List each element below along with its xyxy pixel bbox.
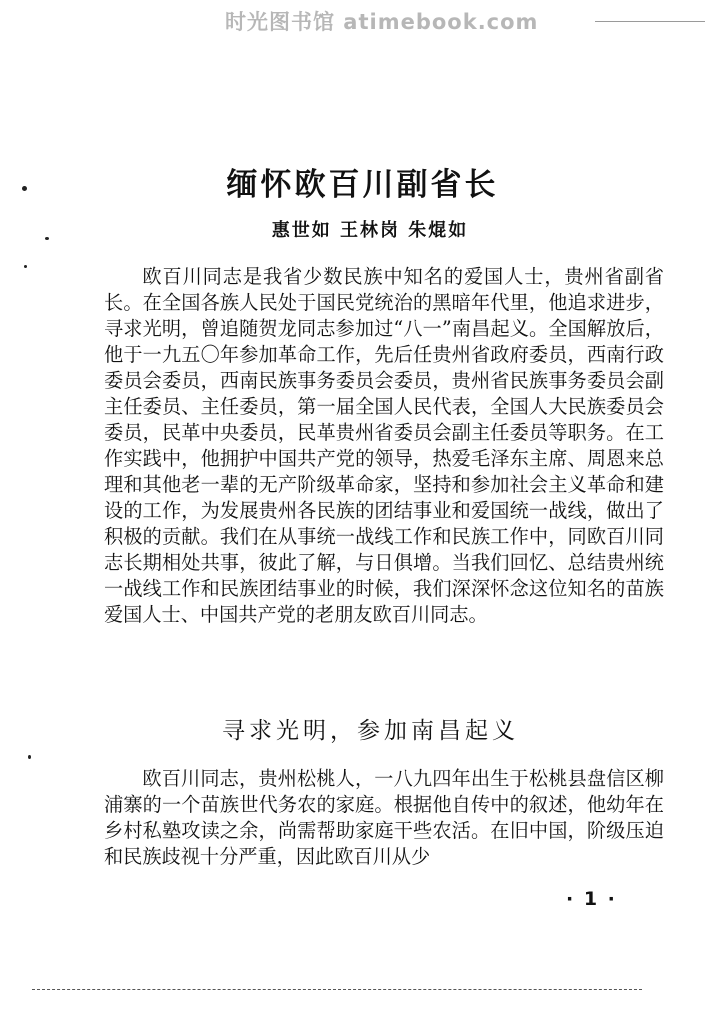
- scan-speck: [45, 237, 49, 240]
- scan-speck: [28, 755, 31, 759]
- page-title: 缅怀欧百川副省长: [226, 167, 499, 203]
- author-line: 惠世如 王林岗 朱焜如: [271, 220, 469, 241]
- watermark-rule: [595, 21, 705, 22]
- section-heading: 寻求光明，参加南昌起义: [222, 718, 519, 744]
- page-number: · 1 ·: [566, 888, 617, 910]
- page-bottom-rule: [32, 989, 642, 990]
- watermark-text: 时光图书馆 atimebook.com: [225, 10, 539, 34]
- body-paragraph: 欧百川同志是我省少数民族中知名的爱国人士，贵州省副省长。在全国各族人民处于国民党统治的黑暗年代里，他追求进步，寻求光明，曾追随贺龙同志参加过“八一”南昌起义。全国解放后，他于一九五〇年参加革命工作，先后任贵州省政府委员，西南行政委员会委员，西南民族事务委员会委员，贵州省民族事务委员会副主任委员、主任委员，第一届全国人民代表，全国人大民族委员会委员，民革中央委员，民革贵州省委员会副主任委员等职务。在工作实践中，他拥护中国共产党的领导，热爱毛泽东主席、周恩来总理和其他老一辈的无产阶级革命家，坚持和参加社会主义革命和建设的工作，为发展贵州各民族的团结事业和爱国统一战线，做出了积极的贡献。我们在从事统一战线工作和民族工作中，同欧百川同志长期相处共事，彼此了解，与日俱增。当我们回忆、总结贵州统一战线工作和民族团结事业的时候，我们深深怀念这位知名的苗族爱国人士、中国共产党的老朋友欧百川同志。: [104, 265, 664, 626]
- body-paragraph: 欧百川同志，贵州松桃人，一八九四年出生于松桃县盘信区柳浦寨的一个苗族世代务农的家庭。根据他自传中的叙述，他幼年在乡村私塾攻读之余，尚需帮助家庭干些农活。在旧中国，阶级压迫和民族歧视十分严重，因此欧百川从少: [104, 767, 664, 868]
- scan-speck: [24, 265, 27, 268]
- watermark-header: [0, 0, 725, 40]
